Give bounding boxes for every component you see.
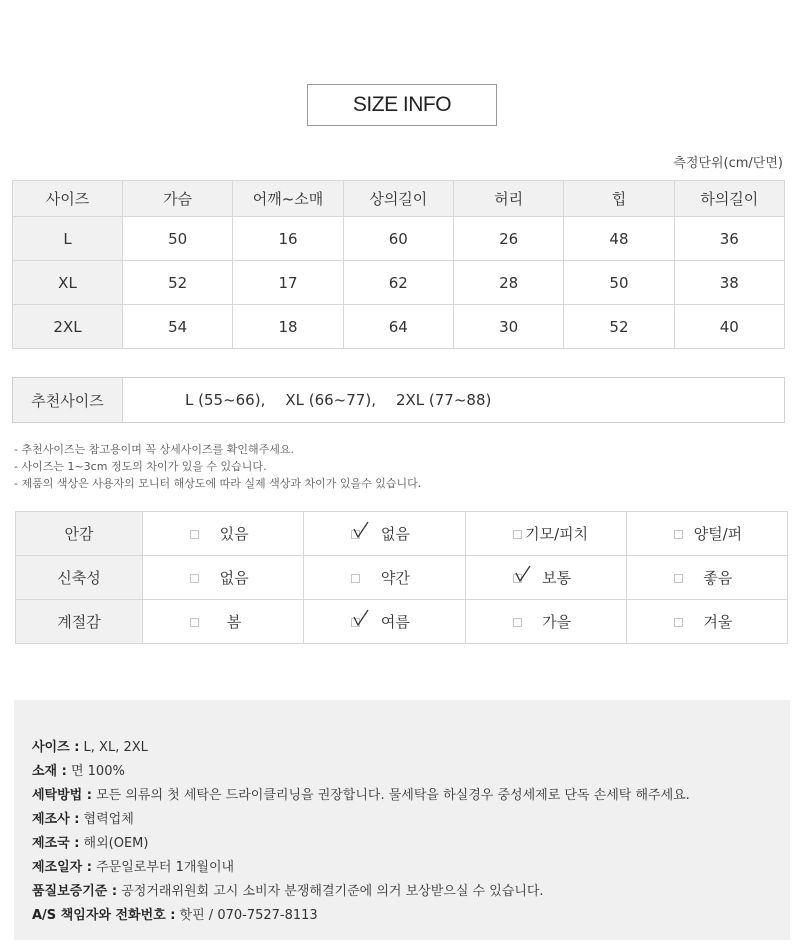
cell-value: 36 [674,217,784,261]
product-info-box [14,700,790,940]
cell-value: 52 [564,305,674,349]
attribute-row-season [16,600,788,644]
attribute-label: 계절감 [16,600,143,644]
cell-value: 48 [564,217,674,261]
cell-value: 40 [674,305,784,349]
header-chest: 가슴 [123,181,233,217]
checkbox[interactable] [190,574,199,583]
attribute-option[interactable] [143,556,304,600]
cell-value: 16 [233,217,343,261]
option-label: 양털/퍼 [693,525,743,543]
unit-note: 측정단위(cm/단면) [673,156,783,171]
attribute-option[interactable] [465,512,626,556]
cell-size: 2XL [13,305,123,349]
attribute-option[interactable] [304,600,465,644]
attribute-option[interactable] [465,556,626,600]
product-info-value: 해외(OEM) [79,836,149,851]
checkbox[interactable] [190,530,199,539]
attribute-option[interactable] [143,512,304,556]
product-info-value: 공정거래위원회 고시 소비자 분쟁해결기준에 의거 보상받으실 수 있습니다. [117,884,544,899]
note-line: - 추천사이즈는 참고용이며 꼭 상세사이즈를 확인해주세요. [14,443,294,456]
option-label: 봄 [226,613,242,631]
product-info-row [32,832,790,856]
checkbox[interactable] [674,530,683,539]
header-top-length: 상의길이 [343,181,453,217]
check-mark-icon [352,520,372,540]
attribute-option[interactable] [143,600,304,644]
attribute-label: 안감 [16,512,143,556]
product-info-row [32,904,790,928]
product-info-value: 협력업체 [79,812,134,827]
header-hip: 힙 [564,181,674,217]
cell-value: 30 [453,305,563,349]
cell-size: L [13,217,123,261]
product-info-value: L, XL, 2XL [79,740,148,755]
cell-value: 50 [564,261,674,305]
header-size: 사이즈 [13,181,123,217]
table-row [13,261,785,305]
note-line: - 제품의 색상은 사용자의 모니터 해상도에 따라 실제 색상과 차이가 있을수 있습니다. [14,477,422,490]
recommended-size-box [12,377,785,423]
header-waist: 허리 [453,181,563,217]
recommended-size-item: L (55~66), [185,391,266,409]
product-info-value: 면 100% [66,764,125,779]
product-info-row [32,880,790,904]
product-info-row [32,856,790,880]
cell-value: 60 [343,217,453,261]
option-label: 가을 [542,613,572,631]
option-label: 기모/피치 [525,525,589,543]
product-info-key: 제조사 : [32,812,80,827]
option-label: 겨울 [703,613,733,631]
attribute-option[interactable] [626,600,787,644]
size-table-header-row [13,181,785,217]
cell-value: 17 [233,261,343,305]
product-info-key: 품질보증기준 : [32,884,118,899]
product-info-row [32,760,790,784]
option-label: 없음 [380,525,410,543]
cell-value: 18 [233,305,343,349]
cell-value: 64 [343,305,453,349]
checkbox[interactable] [513,530,522,539]
product-info-value: 핫핀 / 070-7527-8113 [175,908,318,923]
cell-value: 54 [123,305,233,349]
header-shoulder-sleeve: 어깨~소매 [233,181,343,217]
attribute-option[interactable] [304,512,465,556]
cell-value: 50 [123,217,233,261]
cell-value: 28 [453,261,563,305]
attribute-option[interactable] [465,600,626,644]
option-label: 약간 [380,569,410,587]
product-info-key: 사이즈 : [32,740,80,755]
product-info-key: A/S 책임자와 전화번호 : [32,908,176,923]
checkbox[interactable] [190,618,199,627]
recommended-size-label: 추천사이즈 [13,378,123,422]
note-line: - 사이즈는 1~3cm 정도의 차이가 있을 수 있습니다. [14,460,267,473]
product-info-row [32,808,790,832]
product-info-key: 제조국 : [32,836,80,851]
option-label: 없음 [219,569,249,587]
cell-value: 52 [123,261,233,305]
attribute-label: 신축성 [16,556,143,600]
option-label: 보통 [542,569,572,587]
product-info-value: 모든 의류의 첫 세탁은 드라이클리닝을 권장합니다. 물세탁을 하실경우 중성세제로 단독 손세탁 해주세요. [91,788,690,803]
attribute-option[interactable] [626,556,787,600]
table-row [13,217,785,261]
attribute-option[interactable] [304,556,465,600]
checkbox[interactable] [674,618,683,627]
option-label: 좋음 [703,569,733,587]
product-info-row [32,736,790,760]
product-info-value: 주문일로부터 1개월이내 [91,860,235,875]
notes [14,441,421,492]
recommended-size-list [123,378,511,422]
header-bottom-length: 하의길이 [674,181,784,217]
product-info-key: 제조일자 : [32,860,92,875]
product-info-key: 세탁방법 : [32,788,92,803]
attribute-row-elasticity [16,556,788,600]
recommended-size-item: XL (66~77), [285,391,376,409]
checkbox[interactable] [674,574,683,583]
checkbox[interactable] [351,574,360,583]
cell-value: 62 [343,261,453,305]
check-mark-icon [352,608,372,628]
cell-value: 26 [453,217,563,261]
option-label: 여름 [380,613,410,631]
attribute-row-lining [16,512,788,556]
check-mark-icon [514,564,534,584]
checkbox[interactable] [513,618,522,627]
size-table [12,180,785,349]
cell-value: 38 [674,261,784,305]
fabric-attributes-table [15,511,788,644]
cell-size: XL [13,261,123,305]
product-info-row [32,784,790,808]
product-info-key: 소재 : [32,764,67,779]
size-info-title: SIZE INFO [307,84,497,126]
recommended-size-item: 2XL (77~88) [395,391,492,409]
attribute-option[interactable] [626,512,787,556]
table-row [13,305,785,349]
option-label: 있음 [219,525,249,543]
